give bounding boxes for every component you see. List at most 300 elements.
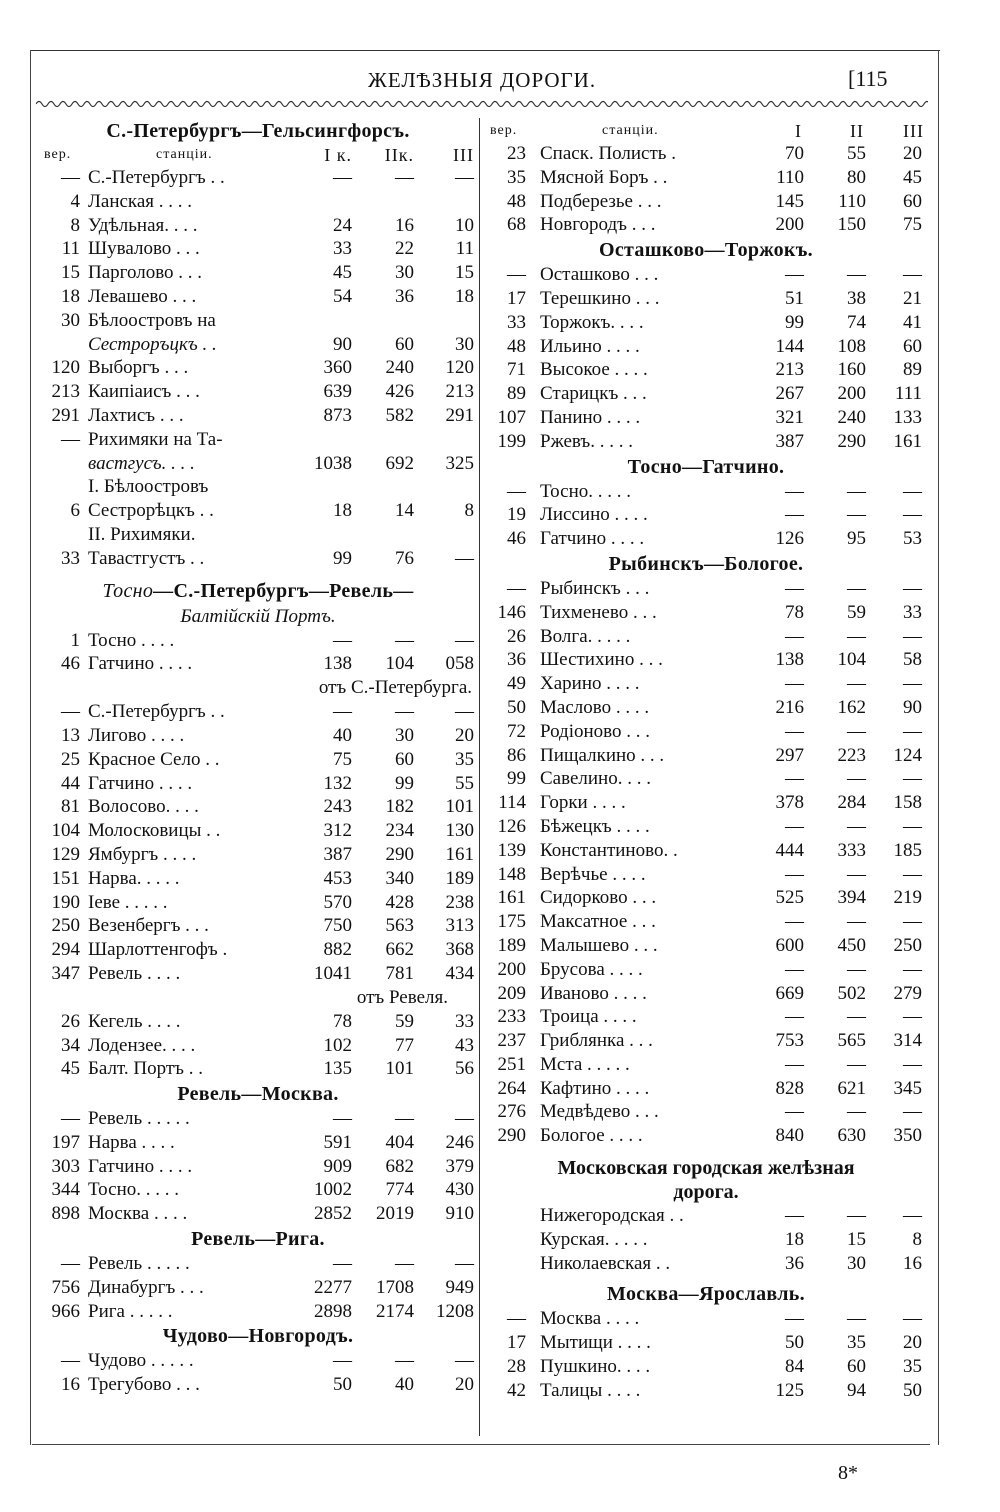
fare-class-1: 213 [775, 359, 804, 381]
distance-cell: 200 [497, 958, 526, 980]
fare-class-1: — [785, 720, 804, 742]
station-name: Николаевская . . [540, 1252, 671, 1274]
header-ver: вер. [44, 147, 72, 162]
distance-note: отъ Ревеля. [356, 986, 448, 1008]
table-row [40, 1300, 476, 1324]
distance-cell: 45 [61, 1058, 80, 1080]
header-class-3: III [453, 145, 474, 165]
fare-class-3: 89 [903, 359, 922, 381]
distance-cell: 966 [51, 1300, 80, 1322]
table-row [40, 404, 476, 428]
fare-class-1: 144 [775, 335, 804, 357]
table-row [486, 1005, 926, 1029]
station-name: Тавастгустъ . . [88, 547, 205, 569]
fare-class-3: 350 [893, 1125, 922, 1147]
fare-class-3: — [903, 1308, 922, 1330]
distance-cell: 33 [61, 547, 80, 569]
station-name: Нарва. . . . . [88, 867, 180, 889]
distance-cell: — [61, 167, 80, 188]
section-title: Осташково—Торжокъ. [599, 239, 813, 262]
table-row [486, 1124, 926, 1148]
table-row [40, 237, 476, 261]
fare-class-2: 150 [837, 214, 866, 236]
table-row [40, 1057, 476, 1081]
table-row [486, 1029, 926, 1053]
fare-class-2: — [847, 673, 866, 695]
fare-class-3: — [455, 1350, 474, 1372]
fare-class-1: 99 [333, 547, 352, 569]
fare-class-3: 250 [893, 934, 922, 956]
fare-class-1: — [785, 863, 804, 885]
fare-class-2: 394 [837, 887, 866, 909]
fare-class-2: — [847, 815, 866, 837]
table-row [486, 503, 926, 527]
table-row [486, 958, 926, 982]
table-row [40, 700, 476, 724]
section-title [486, 1156, 926, 1204]
fare-class-1: — [785, 958, 804, 980]
column-header [40, 144, 476, 166]
fare-class-2: 108 [837, 335, 866, 357]
fare-class-1: — [785, 504, 804, 526]
distance-cell: 107 [497, 406, 526, 428]
distance-cell: 139 [497, 839, 526, 861]
distance-cell: 294 [51, 939, 80, 961]
fare-class-2: 30 [395, 724, 414, 746]
station-name: Шувалово . . . [88, 238, 200, 260]
header-class-1: I к. [324, 145, 352, 165]
fare-class-2: 404 [385, 1131, 414, 1153]
fare-class-3: 325 [445, 452, 474, 474]
fare-class-2: — [847, 577, 866, 599]
distance-cell: 11 [61, 238, 80, 260]
fare-class-3: 30 [455, 333, 474, 355]
fare-class-1: — [785, 1308, 804, 1330]
fare-class-2: — [847, 625, 866, 647]
fare-class-1: 591 [323, 1131, 352, 1153]
fare-class-1: 243 [323, 796, 352, 818]
station-name: Каипіаисъ . . . [88, 381, 200, 403]
fare-class-2: — [395, 1350, 414, 1372]
fare-class-1: — [333, 1108, 352, 1130]
fare-class-2: 223 [837, 744, 866, 766]
table-row [486, 190, 926, 214]
station-name: Старицкъ . . . [540, 383, 647, 405]
fare-class-1: — [785, 1205, 804, 1227]
fare-class-2: 80 [847, 166, 866, 188]
fare-class-3: 1208 [436, 1300, 474, 1322]
fare-class-2: — [847, 863, 866, 885]
fare-class-2: 16 [395, 214, 414, 236]
fare-class-1: 18 [333, 500, 352, 522]
station-name: Мста . . . . . [540, 1053, 630, 1075]
distance-cell: 68 [507, 214, 526, 236]
fare-class-2: — [847, 911, 866, 933]
fare-class-2: 60 [395, 748, 414, 770]
distance-cell: 250 [51, 915, 80, 937]
distance-cell: 291 [51, 404, 80, 426]
station-name: Удѣльная. . . . [88, 214, 198, 236]
fare-class-3: 345 [893, 1077, 922, 1099]
table-row [40, 652, 476, 676]
distance-cell: 35 [507, 166, 526, 188]
fare-class-2: 77 [395, 1034, 414, 1056]
fare-class-1: 70 [785, 143, 804, 164]
station-name: Тосно . . . . [88, 629, 175, 651]
fare-class-2: — [847, 1308, 866, 1330]
station-name: Ревель . . . . [88, 962, 181, 984]
fare-class-1: 750 [323, 915, 352, 937]
fare-class-2: 290 [385, 843, 414, 865]
table-row [486, 696, 926, 720]
station-name: Молосковицы . . [88, 820, 221, 842]
fare-class-2: — [395, 701, 414, 723]
fare-class-1: — [785, 1053, 804, 1075]
fare-class-1: 600 [775, 934, 804, 956]
fare-class-1: 444 [775, 839, 804, 861]
station-name: Кафтино . . . . [540, 1077, 650, 1099]
fare-class-3: 50 [903, 1379, 922, 1401]
fare-class-1: 54 [333, 285, 352, 307]
fare-class-1: 1038 [314, 452, 352, 474]
fare-class-3: 20 [903, 1332, 922, 1354]
fare-class-3: — [903, 264, 922, 286]
station-name: Торжокъ. . . . [540, 311, 644, 333]
page-frame-top [30, 50, 940, 51]
station-name: Нижегородская . . [540, 1205, 684, 1227]
fare-class-3: 314 [893, 1030, 922, 1052]
distance-cell: 190 [51, 891, 80, 913]
fare-class-3: 238 [445, 891, 474, 913]
section-title-line2: дорога. [673, 1181, 739, 1204]
fare-class-3: 53 [903, 528, 922, 550]
station-name: Рыбинскъ . . . [540, 577, 650, 599]
table-row [486, 744, 926, 768]
fare-class-2: 692 [385, 452, 414, 474]
station-name: Максатное . . . [540, 911, 656, 933]
station-name: Волга. . . . . [540, 625, 631, 647]
station-name: Шестихино . . . [540, 649, 663, 671]
table-row [486, 287, 926, 311]
fare-class-2: 30 [395, 262, 414, 284]
distance-cell: 290 [497, 1125, 526, 1147]
table-row [486, 672, 926, 696]
distance-cell: 126 [497, 815, 526, 837]
column-divider [479, 118, 480, 1436]
fare-class-1: 909 [323, 1155, 352, 1177]
fare-class-1: — [785, 1006, 804, 1028]
distance-cell: 50 [507, 696, 526, 718]
table-row [486, 1228, 926, 1252]
signature-mark: 8* [838, 1462, 858, 1484]
fare-table [40, 1010, 476, 1081]
fare-class-3: 291 [445, 404, 474, 426]
fare-class-1: — [333, 1253, 352, 1275]
fare-class-2: — [847, 958, 866, 980]
fare-class-2: 582 [385, 404, 414, 426]
table-row [486, 982, 926, 1006]
fare-class-2: 774 [385, 1179, 414, 1201]
station-name: Бѣлоостровъ на [88, 309, 216, 331]
wavy-rule [36, 97, 928, 111]
station-name: Ревель . . . . . [88, 1108, 190, 1130]
station-name: Левашево . . . [88, 285, 197, 307]
table-row [486, 213, 926, 237]
distance-cell: 99 [507, 768, 526, 790]
distance-cell: 347 [51, 962, 80, 984]
distance-cell: 175 [497, 911, 526, 933]
fare-class-3: 55 [455, 772, 474, 794]
table-row [40, 1178, 476, 1202]
distance-cell: 28 [507, 1356, 526, 1378]
fare-class-3: — [455, 167, 474, 188]
station-name: Іеве . . . . . [88, 891, 168, 913]
section-title: Чудово—Новгородъ. [162, 1325, 354, 1348]
fare-class-2: 182 [385, 796, 414, 818]
fare-class-2: — [395, 1253, 414, 1275]
station-name: Гатчино . . . . [88, 772, 193, 794]
fare-class-2: 95 [847, 528, 866, 550]
station-name: Рихимяки на Та- [88, 428, 223, 450]
fare-class-3: 58 [903, 649, 922, 671]
station-name: Кегель . . . . [88, 1010, 181, 1032]
fare-class-3: — [903, 625, 922, 647]
fare-table [486, 480, 926, 551]
table-row [40, 1107, 476, 1131]
fare-class-2: 59 [395, 1010, 414, 1032]
fare-class-2: — [395, 629, 414, 651]
fare-table [486, 1204, 926, 1275]
section-title-rest: —С.-Петербургъ—Ревель— [153, 579, 414, 602]
fare-class-1: 378 [775, 792, 804, 814]
distance-cell: — [507, 577, 526, 599]
table-row [40, 867, 476, 891]
fare-class-3: 75 [903, 214, 922, 236]
table-row [40, 843, 476, 867]
fare-class-2: 76 [395, 547, 414, 569]
fare-class-3: 133 [893, 406, 922, 428]
fare-class-2: 290 [837, 430, 866, 452]
fare-class-1: 125 [775, 1379, 804, 1401]
station-name: Ильино . . . . [540, 335, 640, 357]
distance-cell: 756 [51, 1276, 80, 1298]
fare-class-1: 828 [775, 1077, 804, 1099]
fare-class-2: 234 [385, 820, 414, 842]
page-frame-bottom [32, 1444, 930, 1445]
fare-table [40, 1107, 476, 1226]
fare-class-2: 160 [837, 359, 866, 381]
fare-class-1: 90 [333, 333, 352, 355]
fare-class-3: — [903, 504, 922, 526]
fare-class-3: — [903, 1053, 922, 1075]
distance-cell: 898 [51, 1203, 80, 1225]
fare-class-2: — [847, 1053, 866, 1075]
fare-class-1: 50 [785, 1332, 804, 1354]
fare-class-2: 55 [847, 143, 866, 164]
distance-cell: 19 [507, 504, 526, 526]
fare-class-3: 368 [445, 939, 474, 961]
table-row [40, 523, 476, 547]
table-row [40, 748, 476, 772]
fare-class-3: — [455, 1253, 474, 1275]
fare-class-1: 18 [785, 1228, 804, 1250]
fare-class-1: — [785, 577, 804, 599]
header-ver: вер. [490, 123, 518, 138]
distance-cell: 30 [61, 309, 80, 331]
distance-cell: 114 [498, 792, 526, 814]
station-name: Везенбергъ . . . [88, 915, 209, 937]
table-row [486, 1379, 926, 1403]
fare-class-3: 45 [903, 166, 922, 188]
fare-class-2: — [847, 1205, 866, 1227]
right-column [486, 118, 926, 1403]
distance-cell: 86 [507, 744, 526, 766]
station-name: Нарва . . . . [88, 1131, 175, 1153]
station-name: Бѣжецкъ . . . . [540, 815, 650, 837]
station-name: Мытищи . . . . [540, 1332, 651, 1354]
distance-cell: 237 [497, 1030, 526, 1052]
fare-class-2: 630 [837, 1125, 866, 1147]
fare-class-3: — [903, 863, 922, 885]
fare-class-3: — [903, 720, 922, 742]
fare-class-2: — [847, 264, 866, 286]
station-name: Новгородъ . . . [540, 214, 656, 236]
fare-class-3: 56 [455, 1058, 474, 1080]
fare-class-3: 10 [455, 214, 474, 236]
fare-class-2: 30 [847, 1252, 866, 1274]
station-name: С.-Петербургъ . . [88, 167, 225, 188]
table-row [40, 795, 476, 819]
fare-class-3: 33 [455, 1010, 474, 1032]
fare-class-1: 24 [333, 214, 352, 236]
fare-class-2: 94 [847, 1379, 866, 1401]
fare-class-1: 525 [775, 887, 804, 909]
distance-cell: 189 [497, 934, 526, 956]
table-row [40, 724, 476, 748]
station-name: Горки . . . . [540, 792, 626, 814]
fare-class-2: — [395, 1108, 414, 1130]
distance-cell: 46 [507, 528, 526, 550]
distance-cell: 161 [497, 887, 526, 909]
fare-class-1: 110 [776, 166, 804, 188]
table-row [40, 629, 476, 653]
fare-class-3: 8 [912, 1228, 922, 1250]
distance-cell: 48 [507, 335, 526, 357]
station-name: Спаск. Полисть . [540, 143, 676, 164]
fare-class-3: 161 [893, 430, 922, 452]
station-name: Харино . . . . [540, 673, 640, 695]
station-name: Мясной Боръ . . [540, 166, 668, 188]
station-name: Тосно. . . . . [540, 480, 632, 502]
distance-cell: 6 [70, 500, 80, 522]
fare-class-3: — [455, 701, 474, 723]
station-name: Динабургъ . . . [88, 1276, 204, 1298]
table-row [486, 601, 926, 625]
page-frame-right [938, 50, 939, 1445]
page-frame-left [30, 50, 31, 1445]
distance-cell: — [61, 1350, 80, 1372]
station-name: Малышево . . . [540, 934, 658, 956]
distance-cell: 71 [507, 359, 526, 381]
distance-cell: — [61, 701, 80, 723]
fare-class-1: 387 [775, 430, 804, 452]
section-title [40, 577, 476, 605]
station-name: Гатчино . . . . [88, 1155, 193, 1177]
table-row [486, 166, 926, 190]
table-row [40, 1252, 476, 1276]
section-subtitle: Балтійскій Портъ. [180, 605, 336, 627]
fare-class-1: — [785, 480, 804, 502]
fare-class-3: — [903, 815, 922, 837]
fare-class-2: 2174 [376, 1300, 414, 1322]
distance-cell: 49 [507, 673, 526, 695]
left-column [40, 118, 476, 1397]
fare-class-2: 60 [395, 333, 414, 355]
fare-class-3: — [455, 547, 474, 569]
table-row [40, 356, 476, 380]
station-name: Иваново . . . . [540, 982, 647, 1004]
fare-class-1: 75 [333, 748, 352, 770]
fare-class-1: 453 [323, 867, 352, 889]
station-name: Лиссино . . . . [540, 504, 648, 526]
fare-class-3: — [903, 958, 922, 980]
fare-class-2: 333 [837, 839, 866, 861]
table-row [40, 452, 476, 476]
fare-class-3: 41 [903, 311, 922, 333]
fare-class-1: 200 [775, 214, 804, 236]
fare-table [40, 629, 476, 677]
distance-cell: — [507, 264, 526, 286]
station-name: Рига . . . . . [88, 1300, 173, 1322]
table-row [40, 772, 476, 796]
header-stations: станціи. [602, 123, 659, 138]
fare-class-3: 213 [445, 381, 474, 403]
station-name: Терешкино . . . [540, 287, 660, 309]
fare-class-1: 570 [323, 891, 352, 913]
fare-class-3: 18 [455, 285, 474, 307]
distance-cell: 276 [497, 1101, 526, 1123]
table-row [40, 475, 476, 499]
fare-class-3: — [903, 1006, 922, 1028]
distance-cell: — [61, 1108, 80, 1130]
fare-class-3: — [903, 768, 922, 790]
distance-cell: 34 [61, 1034, 80, 1056]
station-name: Троица . . . . [540, 1006, 637, 1028]
station-name: Парголово . . . [88, 262, 203, 284]
station-name: Выборгъ . . . [88, 357, 189, 379]
fare-class-1: 145 [775, 190, 804, 212]
table-row [486, 1053, 926, 1077]
fare-class-1: 51 [785, 287, 804, 309]
fare-class-2: 104 [837, 649, 866, 671]
fare-class-3: 15 [455, 262, 474, 284]
table-row [486, 1355, 926, 1379]
station-name: Родіоново . . . [540, 720, 651, 742]
distance-cell: 120 [51, 357, 80, 379]
fare-class-1: 138 [323, 653, 352, 675]
distance-cell: 16 [61, 1374, 80, 1396]
station-name: Сестрорѣцкъ . . [88, 500, 214, 522]
section-title: Рыбинскъ—Бологое. [608, 552, 804, 575]
distance-cell: — [61, 428, 80, 450]
table-row [40, 1131, 476, 1155]
station-name: Панино . . . . [540, 406, 641, 428]
table-row [486, 480, 926, 504]
fare-class-2: 1708 [376, 1276, 414, 1298]
distance-cell: 4 [70, 190, 80, 212]
table-row [40, 1276, 476, 1300]
table-row [486, 910, 926, 934]
